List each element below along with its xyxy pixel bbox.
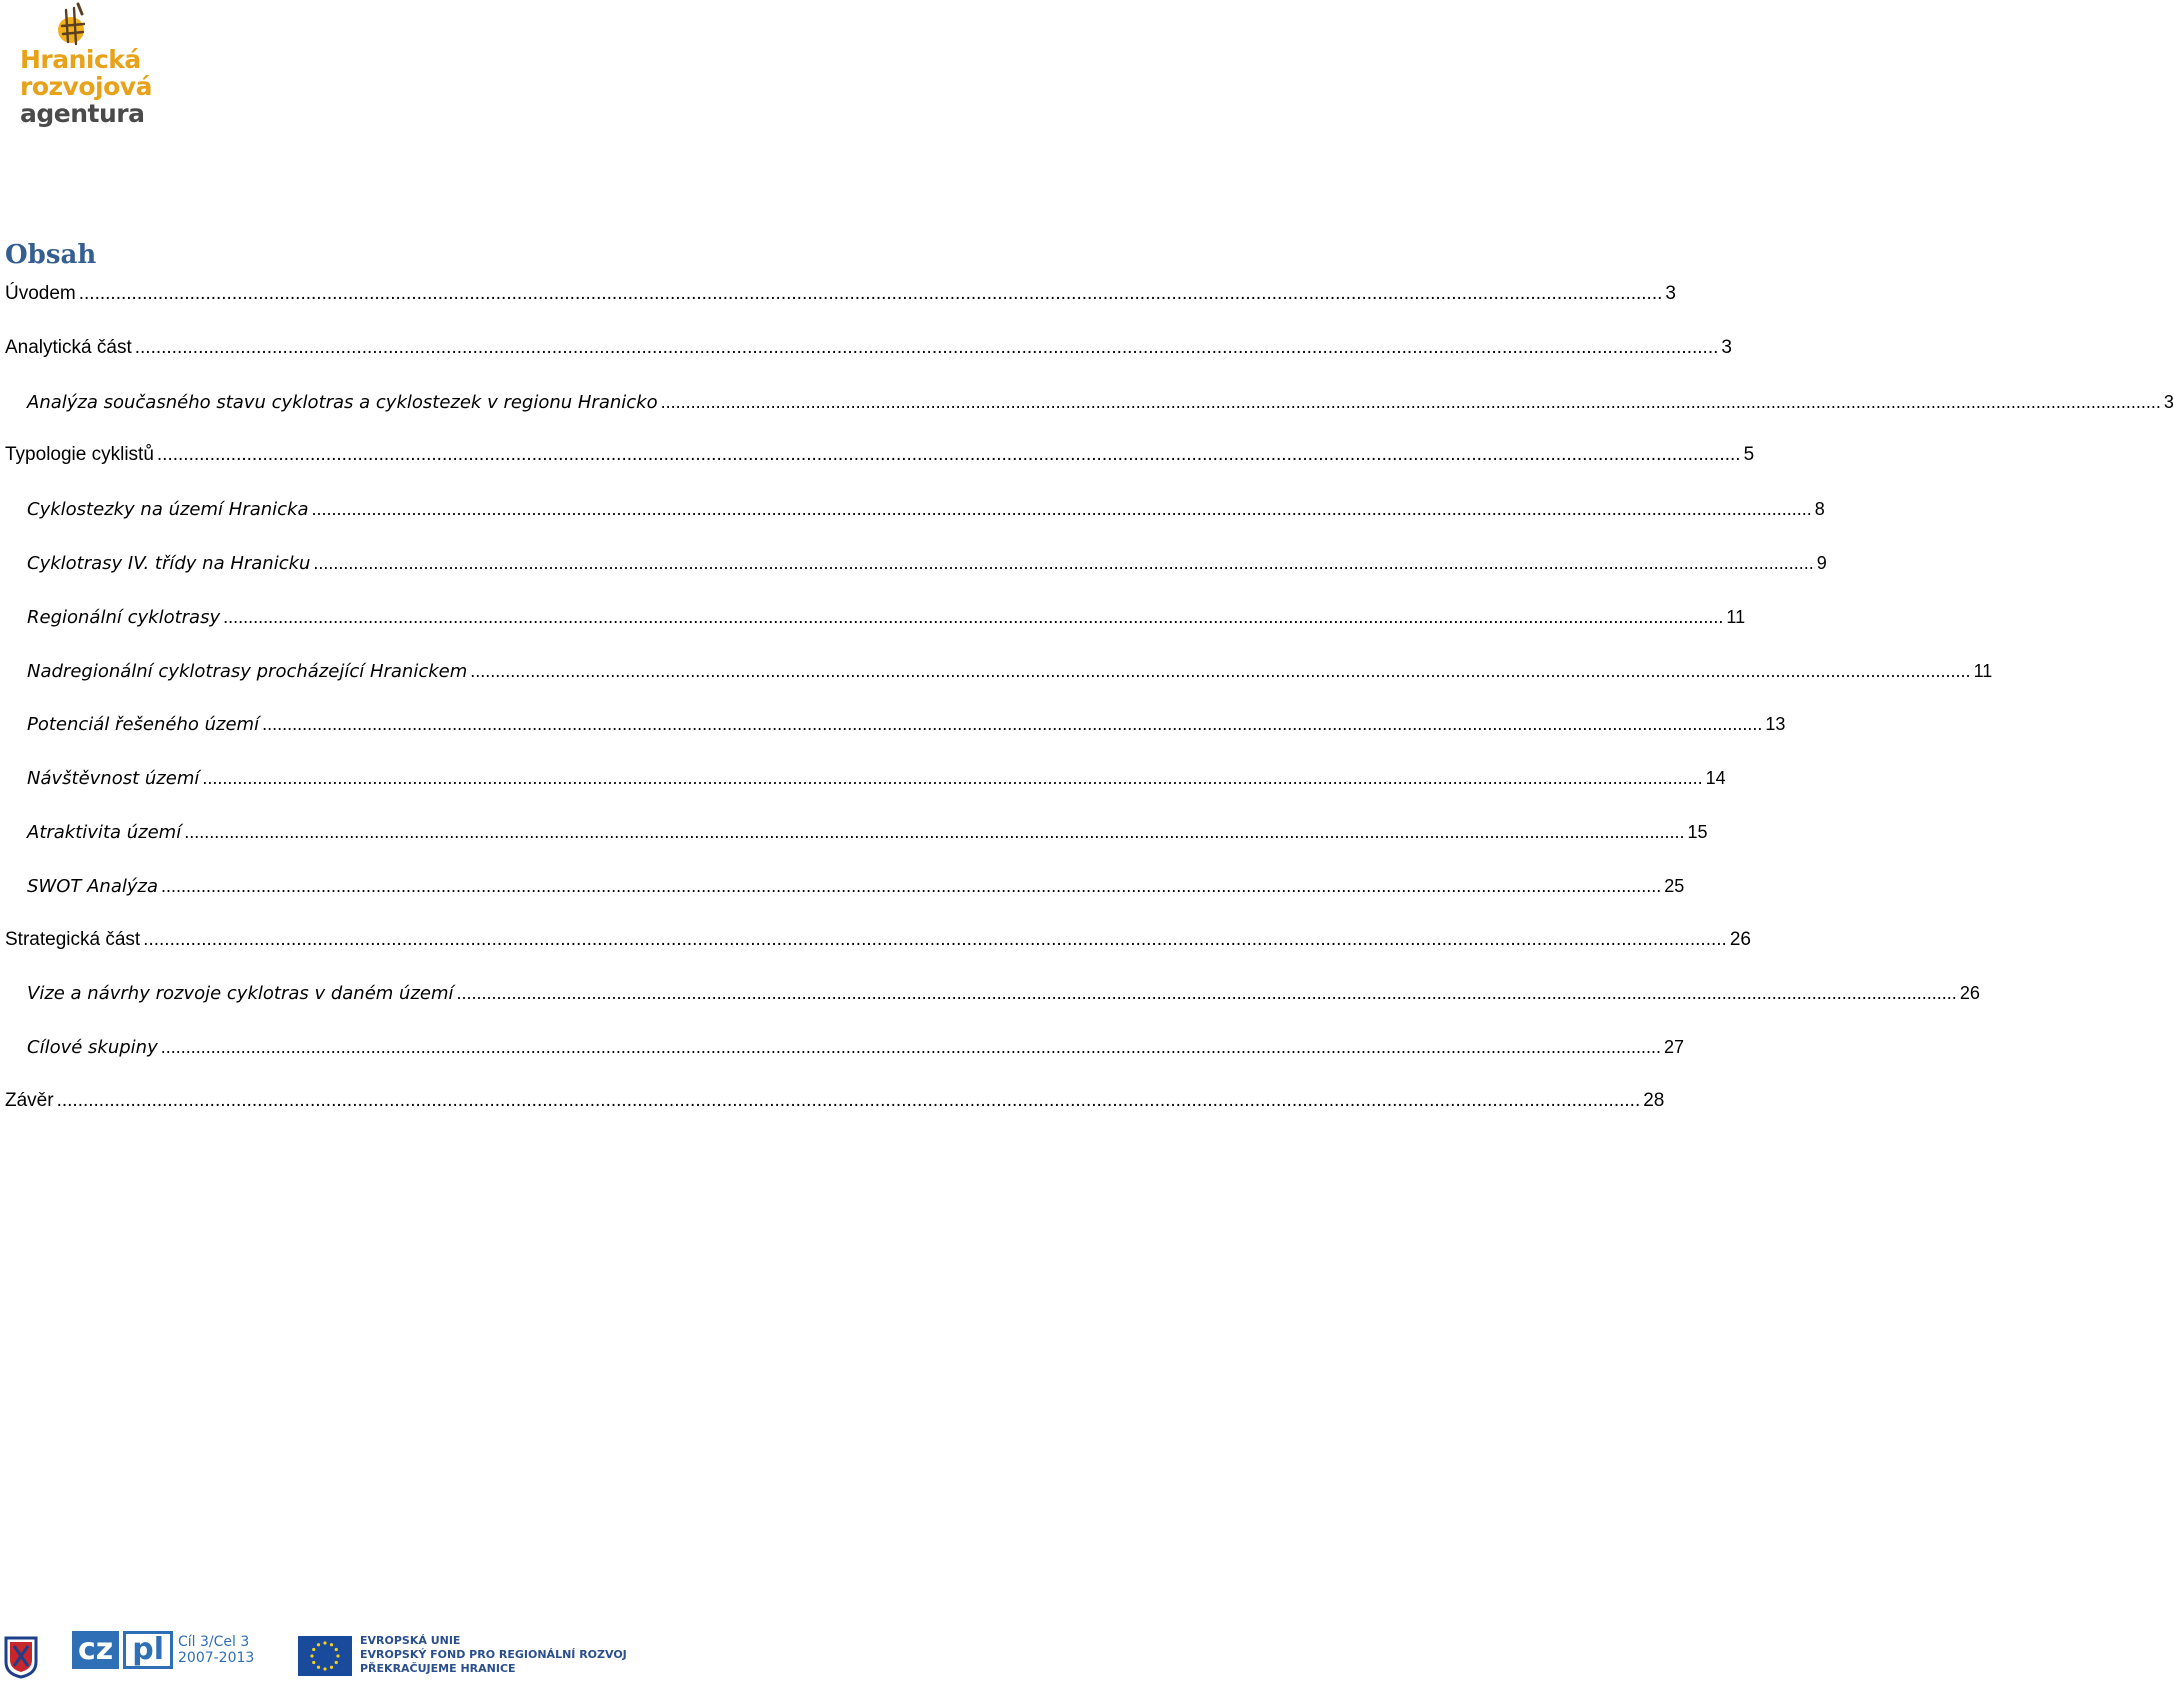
toc-entry-label: SWOT Analýza (27, 875, 158, 897)
toc-entry-label: Návštěvnost území (27, 768, 200, 790)
toc-entry-label: Nadregionální cyklotrasy procházející Hranickem (27, 660, 468, 682)
toc-dot-leader: ............................................................................................................................................................................................................................................................................................................ (56, 1090, 1641, 1111)
footer-logos (0, 1628, 960, 1683)
toc-entry-label: Analýza současného stavu cyklotras a cyklostezek v regionu Hranicko (27, 391, 658, 413)
toc-dot-leader: ............................................................................................................................................................................................................................................................................................................ (184, 822, 1685, 842)
toc-entry-label: Regionální cyklotrasy (27, 606, 221, 628)
region-emblem-icon (4, 1636, 38, 1678)
toc-entry-page: 15 (1687, 822, 1708, 842)
eu-line-3: PŘEKRAČUJEME HRANICE (360, 1662, 516, 1675)
cil-line-2: 2007-2013 (178, 1650, 255, 1666)
toc-dot-leader: ............................................................................................................................................................................................................................................................................................................ (313, 553, 1814, 573)
toc-entry-label: Typologie cyklistů (5, 444, 154, 466)
toc-entry[interactable] (0, 549, 1827, 577)
toc-entry-label: Cyklostezky na území Hranicka (27, 499, 309, 521)
toc-entry[interactable] (0, 441, 1755, 469)
toc-entry[interactable] (0, 1033, 1685, 1061)
logo-emblem-icon (54, 2, 90, 48)
logo-line-1: Hranická (20, 45, 141, 74)
toc-entry[interactable] (0, 657, 1993, 685)
toc-entry-page: 9 (1816, 553, 1827, 573)
toc-entry-page: 26 (1729, 928, 1751, 950)
toc-entry-page: 11 (1973, 660, 1993, 681)
toc-entry-page: 27 (1664, 1037, 1685, 1058)
cil-line-1: Cíl 3/Cel 3 (178, 1634, 250, 1650)
toc-entry[interactable] (0, 1087, 1665, 1115)
toc-entry-page: 5 (1743, 444, 1755, 466)
toc-dot-leader: ............................................................................................................................................................................................................................................................................................................ (456, 983, 1957, 1004)
toc-entry-label: Cyklotrasy IV. třídy na Hranicku (27, 553, 311, 574)
toc-entry[interactable] (0, 818, 1708, 846)
toc-entry[interactable] (0, 495, 1825, 523)
toc-entry-label: Úvodem (5, 283, 76, 304)
toc-entry-page: 14 (1705, 768, 1726, 789)
toc-entry[interactable] (0, 280, 1676, 308)
czpl-logo-pl: pl (123, 1631, 173, 1669)
toc-entry-page: 3 (1721, 336, 1732, 358)
toc-entry[interactable] (0, 710, 1786, 738)
toc-entry[interactable] (0, 388, 2174, 416)
toc-entry[interactable] (0, 926, 1751, 954)
eu-flag-icon (298, 1636, 352, 1676)
toc-dot-leader: ............................................................................................................................................................................................................................................................................................................ (143, 928, 1727, 950)
toc-entry[interactable] (0, 764, 1726, 792)
toc-entry-page: 3 (1665, 283, 1676, 304)
toc-dot-leader: ............................................................................................................................................................................................................................................................................................................ (311, 499, 1812, 520)
toc-entry-page: 25 (1664, 875, 1685, 896)
toc-entry-label: Cílové skupiny (27, 1037, 158, 1059)
toc-dot-leader: ............................................................................................................................................................................................................................................................................................................ (160, 1037, 1662, 1058)
eu-line-1: EVROPSKÁ UNIE (360, 1634, 461, 1647)
toc-entry-page: 26 (1959, 983, 1980, 1004)
toc-entry[interactable] (0, 979, 1980, 1007)
toc-dot-leader: ............................................................................................................................................................................................................................................................................................................ (660, 391, 2161, 412)
toc-dot-leader: ............................................................................................................................................................................................................................................................................................................ (78, 283, 1663, 304)
toc-entry-label: Vize a návrhy rozvoje cyklotras v daném území (27, 983, 454, 1005)
toc-dot-leader: ............................................................................................................................................................................................................................................................................................................ (134, 336, 1719, 358)
toc-entry-page: 8 (1814, 499, 1825, 520)
toc-dot-leader: ............................................................................................................................................................................................................................................................................................................ (262, 714, 1763, 735)
toc-entry-label: Atraktivita území (27, 822, 182, 843)
hranicka-logo (14, 2, 152, 137)
toc-entry-page: 11 (1726, 606, 1746, 627)
czpl-logo-cz: cz (72, 1631, 119, 1669)
logo-line-3: agentura (20, 99, 145, 128)
eu-text (360, 1634, 627, 1676)
toc-entry-page: 3 (2163, 391, 2174, 412)
toc-entry-label: Potenciál řešeného území (27, 714, 260, 736)
toc-entry[interactable] (0, 334, 1732, 362)
toc-entry[interactable] (0, 872, 1685, 900)
toc-entry[interactable] (0, 603, 1746, 631)
eu-line-2: EVROPSKÝ FOND PRO REGIONÁLNÍ ROZVOJ (360, 1648, 627, 1661)
czpl-logo (72, 1630, 173, 1670)
toc-dot-leader: ............................................................................................................................................................................................................................................................................................................ (223, 606, 1724, 627)
toc-dot-leader: ............................................................................................................................................................................................................................................................................................................ (156, 444, 1741, 466)
toc-dot-leader: ............................................................................................................................................................................................................................................................................................................ (470, 660, 1971, 681)
toc-entry-page: 13 (1765, 714, 1786, 735)
toc-entry-label: Analytická část (5, 336, 132, 358)
cil-text (178, 1634, 254, 1666)
toc-entry-label: Strategická část (5, 928, 141, 950)
logo-line-2: rozvojová (20, 72, 152, 101)
toc-dot-leader: ............................................................................................................................................................................................................................................................................................................ (202, 768, 1703, 789)
toc-dot-leader: ............................................................................................................................................................................................................................................................................................................ (161, 875, 1662, 896)
toc-entry-label: Závěr (5, 1090, 54, 1111)
toc-entry-page: 28 (1643, 1090, 1665, 1111)
toc-title: Obsah (5, 240, 97, 270)
